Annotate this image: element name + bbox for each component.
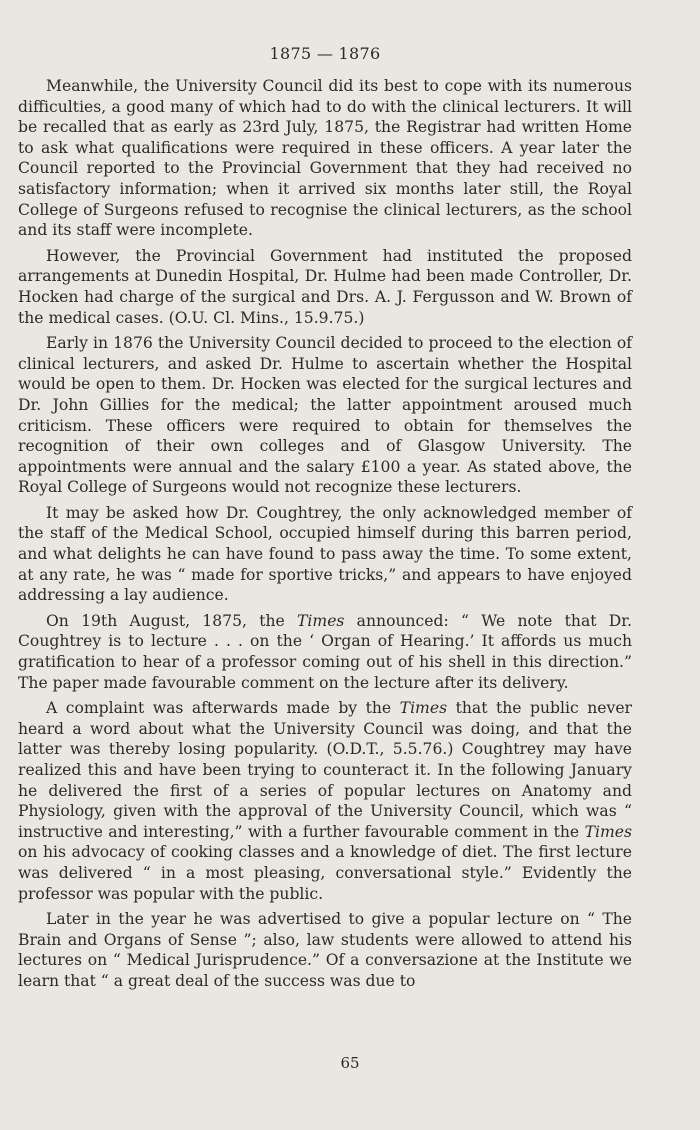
paragraph-6-part-1: A complaint was afterwards made by the	[46, 699, 400, 718]
paragraph-4: It may be asked how Dr. Coughtrey, the only acknowledged member of the staff of the Medical School, occupied himself during this barren period, and what delights he can have found to pass away the time. To some extent, at any rate, he was “ made for sportive tricks,” and appears to have enjoyed addressing a lay audience.	[18, 503, 632, 605]
newspaper-title: Times	[584, 822, 632, 841]
newspaper-title: Times	[297, 611, 345, 630]
paragraph-6-part-2: that the public never heard a word about what the University Council was doing, and that the latter was thereby losing popularity. (O.D.T., 5.5.76.) Coughtrey may have realized this and have been trying to counteract it. In the following January he delivered the first of a series of popular lectures on Anatomy and Physiology, given with the approval of the University Council, which was “ instructive and interesting,” with a further favourable comment in the	[18, 699, 632, 841]
paragraph-5-part-1: On 19th August, 1875, the	[46, 611, 298, 630]
paragraph-6	[18, 698, 632, 904]
running-head: 1875 — 1876	[269, 44, 381, 63]
paragraph-1: Meanwhile, the University Council did its best to cope with its numerous difficulties, a good many of which had to do with the clinical lecturers. It will be recalled that as early as 23rd July, 1875, the Registrar had written Home to ask what qualifications were required in these officers. A year later the Council reported to the Provincial Government that they had received no satisfactory information; when it arrived six months later still, the Royal College of Surgeons refused to recognise the clinical lecturers, as the school and its staff were incomplete.	[18, 77, 632, 240]
paragraph-3: Early in 1876 the University Council decided to proceed to the election of clinical lecturers, and asked Dr. Hulme to ascertain whether the Hospital would be open to them. Dr. Hocken was elected for the surgical lectures and Dr. John Gillies for the medical; the latter appointment aroused much criticism. These officers were required to obtain for themselves the recognition of their own colleges and of Glasgow University. The appointments were annual and the salary £100 a year. As stated above, the Royal College of Surgeons would not recognize these lecturers.	[18, 334, 632, 497]
paragraph-6-part-3: on his advocacy of cooking classes and a knowledge of diet. The first lecture was delivered “ in a most pleasing, conversational style.” Evidently the professor was popular with the public.	[18, 843, 632, 903]
page-number: 65	[340, 1054, 360, 1072]
paragraph-2: However, the Provincial Government had instituted the proposed arrangements at Dunedin Hospital, Dr. Hulme had been made Controller, Dr. Hocken had charge of the surgical and Drs. A. J. Fergusson and W. Brown of the medical cases. (O.U. Cl. Mins., 15.9.75.)	[18, 246, 632, 327]
newspaper-title: Times	[399, 699, 448, 718]
paragraph-5-part-2: announced: “ We note that Dr. Coughtrey is to lecture . . . on the ‘ Organ of Hearing.’ It affords us much gratification to hear of a professor coming out of his shell in this direction.” The paper made favourable comment on the lecture after its delivery.	[18, 611, 632, 692]
paragraph-5	[18, 611, 632, 693]
paragraph-7: Later in the year he was advertised to give a popular lecture on “ The Brain and Organs of Sense ”; also, law students were allowed to attend his lectures on “ Medical Jurisprudence.” Of a conversazione at the Institute we learn that “ a great deal of the success was due to	[18, 910, 632, 990]
